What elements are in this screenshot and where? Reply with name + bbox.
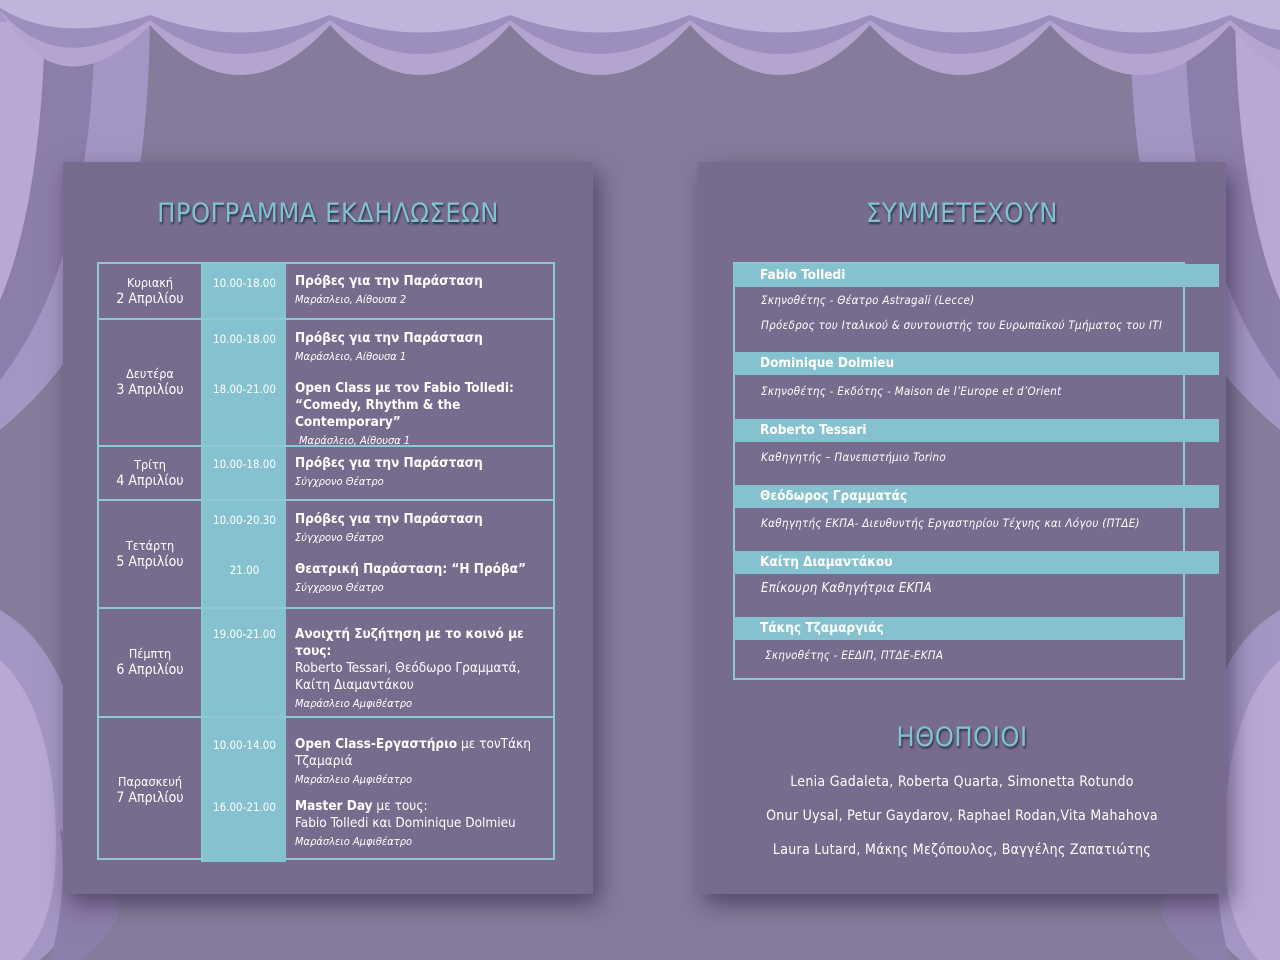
schedule-day-row (99, 264, 553, 318)
participant-role: Σκηνοθέτης - Εκδότης - Maison de l’Europe et d’Orient (761, 384, 1062, 398)
participant-name: Τάκης Τζαμαργιάς (733, 617, 1185, 640)
event-title (295, 736, 557, 770)
day-name: Πέμπτη (128, 646, 172, 661)
event-venue: Μαράσλειο, Αίθουσα 1 (295, 350, 407, 363)
event-title: Πρόβες για την Παράσταση (295, 273, 483, 289)
event-venue: Σύγχρονο Θέατρο (295, 531, 384, 544)
event-title: Πρόβες για την Παράσταση (295, 330, 483, 346)
program-heading: ΠΡΟΓΡΑΜΜΑ ΕΚΔΗΛΩΣΕΩΝ (157, 198, 499, 229)
event-line: Fabio Tolledi και Dominique Dolmieu (295, 815, 516, 831)
event-time: 18.00-21.00 (213, 382, 276, 396)
day-cell (99, 609, 203, 716)
event-time: 21.00 (229, 563, 260, 577)
day-date: 4 Απριλίου (116, 472, 184, 489)
day-name: Δευτέρα (126, 366, 174, 381)
event-venue: Μαράσλειο Αμφιθέατρο (295, 697, 413, 710)
event (295, 626, 557, 711)
participant-role: Πρόεδρος του Ιταλικού & συντονιστής του Ευρωπαϊκού Τμήματος του ΙΤΙ (761, 318, 1163, 332)
event-venue: Σύγχρονο Θέατρο (295, 475, 384, 488)
event (295, 511, 557, 545)
event-time: 19.00-21.00 (213, 627, 276, 641)
participant-role: Σκηνοθέτης - Θέατρο Astragali (Lecce) (761, 293, 975, 307)
day-name: Τρίτη (134, 456, 166, 472)
event-title: Ανοιχτή Συζήτηση με το κοινό με τους: (295, 626, 524, 659)
participant-name: Roberto Tessari (733, 419, 1219, 442)
event-title-bold: Open Class-Εργαστήριο (295, 736, 458, 752)
day-cell (99, 320, 203, 445)
event-venue: Μαράσλειο, Αίθουσα 2 (295, 293, 407, 306)
event-title (295, 798, 557, 815)
event (295, 380, 557, 448)
day-cell (99, 447, 203, 499)
event-venue: Μαράσλειο Αμφιθέατρο (295, 773, 413, 786)
event-subtitle: “Comedy, Rhythm & the Contemporary” (295, 397, 461, 430)
schedule-day-row (99, 607, 553, 716)
event (295, 330, 557, 364)
event-venue: Σύγχρονο Θέατρο (295, 581, 384, 594)
participants-list (733, 262, 1185, 680)
event (295, 798, 557, 849)
participants-panel (698, 162, 1226, 894)
event-venue: Μαράσλειο Αμφιθέατρο (295, 835, 413, 848)
participant-name: Dominique Dolmieu (733, 352, 1219, 375)
time-column (203, 320, 286, 445)
time-column (203, 609, 286, 716)
event (295, 455, 557, 489)
event (295, 736, 557, 787)
time-column (203, 718, 286, 862)
day-date: 2 Απριλίου (116, 290, 184, 307)
actors-heading: ΗΘΟΠΟΙΟΙ (896, 722, 1028, 753)
participant-role: Επίκουρη Καθηγήτρια ΕΚΠΑ (761, 581, 932, 596)
participant-name: Καίτη Διαμαντάκου (733, 551, 1219, 574)
participant-role: Καθηγητής ΕΚΠΑ- Διευθυντής Εργαστηρίου Τέχνης και Λόγου (ΠΤΔΕ) (761, 516, 1140, 530)
schedule-day-row (99, 318, 553, 445)
event-venue: Μαράσλειο, Αίθουσα 1 (299, 434, 411, 447)
day-date: 3 Απριλίου (116, 382, 184, 398)
actors-line: Laura Lutard, Μάκης Μεζόπουλος, Βαγγέλης Ζαπατιώτης (772, 842, 1152, 858)
event-line: Καίτη Διαμαντάκου (295, 677, 414, 693)
day-date: 6 Απριλίου (116, 662, 184, 678)
day-name: Παρασκευή (118, 773, 182, 789)
day-name: Κυριακή (127, 274, 173, 290)
event-time: 10.00-18.00 (213, 276, 276, 290)
event-title: Θεατρική Παράσταση: “Η Πρόβα” (295, 561, 527, 577)
participant-name: Fabio Tolledi (733, 264, 1219, 287)
time-column (203, 501, 286, 607)
event-title-suffix: με τους: (372, 798, 428, 814)
event-title-suffix: με τονΤάκη Τζαμαριά (295, 736, 531, 769)
day-cell (99, 718, 203, 862)
event-time: 10.00-18.00 (213, 457, 276, 471)
participants-heading: ΣΥΜΜΕΤΕΧΟΥΝ (866, 198, 1058, 229)
day-date: 5 Απριλίου (116, 553, 184, 570)
event (295, 561, 557, 595)
event-line: Roberto Tessari, Θεόδωρο Γραμματά, (295, 660, 521, 676)
actors-line: Onur Uysal, Petur Gaydarov, Raphael Rodan,Vita Mahahova (766, 808, 1158, 824)
schedule-day-row (99, 716, 553, 862)
event-title: Πρόβες για την Παράσταση (295, 511, 483, 527)
day-date: 7 Απριλίου (116, 789, 184, 806)
day-cell (99, 264, 203, 318)
actors-line: Lenia Gadaleta, Roberta Quarta, Simonetta Rotundo (790, 774, 1134, 790)
event-time: 10.00-14.00 (213, 738, 276, 752)
time-column (203, 264, 286, 318)
schedule-day-row (99, 445, 553, 499)
participant-role: Σκηνοθέτης - ΕΕΔΙΠ, ΠΤΔΕ-ΕΚΠΑ (765, 648, 944, 662)
event-title: Open Class με τον Fabio Tolledi: (295, 380, 514, 396)
event-title: Πρόβες για την Παράσταση (295, 455, 483, 471)
program-panel (63, 162, 593, 894)
schedule-day-row (99, 499, 553, 607)
day-name: Τετάρτη (125, 537, 175, 553)
event-time: 16.00-21.00 (213, 800, 276, 814)
event (295, 273, 557, 307)
participant-role: Καθηγητής – Πανεπιστήμιο Torino (761, 450, 947, 464)
event-time: 10.00-20.30 (213, 513, 276, 527)
event-time: 10.00-18.00 (213, 332, 276, 346)
time-column (203, 447, 286, 499)
day-cell (99, 501, 203, 607)
top-valance (0, 0, 1280, 75)
event-title-bold: Master Day (295, 798, 373, 814)
participant-name: Θεόδωρος Γραμματάς (733, 485, 1219, 508)
schedule-table (97, 262, 555, 860)
